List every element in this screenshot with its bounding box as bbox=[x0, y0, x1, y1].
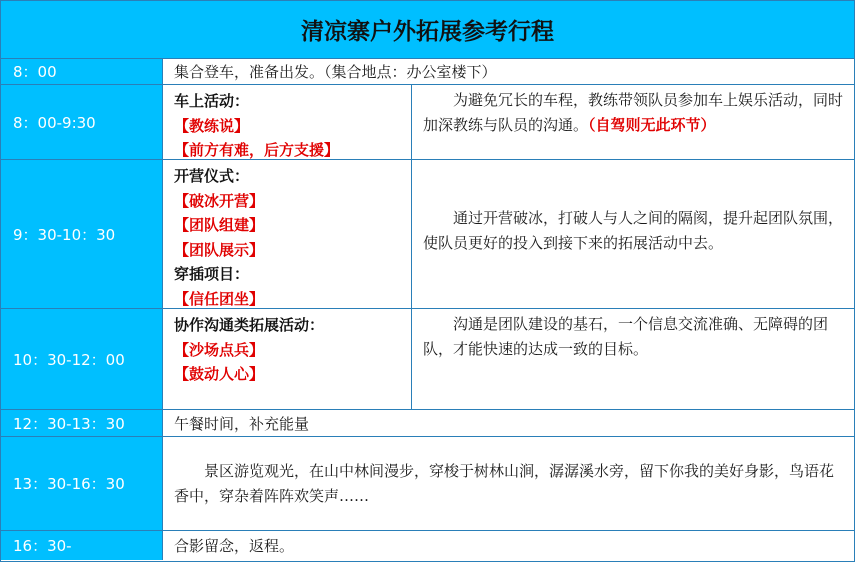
page-title: 清凉寨户外拓展参考行程 bbox=[1, 1, 854, 59]
description-text: 景区游览观光，在山中林间漫步，穿梭于树林山涧，潺潺溪水旁，留下你我的美好身影，鸟语花香中，穿杂着阵阵欢笑声…… bbox=[174, 461, 835, 505]
table-row-1230-1330 bbox=[1, 410, 854, 437]
activity-cell: 集合登车，准备出发。（集合地点：办公室楼下） bbox=[174, 63, 497, 81]
self-drive-note: （自驾则无此环节） bbox=[588, 116, 716, 134]
activity-heading: 开营仪式： bbox=[174, 167, 250, 185]
activity-cell bbox=[164, 309, 412, 409]
description-text: 为避免冗长的车程，教练带领队员参加车上娱乐活动，同时加深教练与队员的沟通。 bbox=[423, 91, 844, 134]
time-cell: 9：30-10：30 bbox=[1, 160, 163, 308]
activity-item: 【团队展示】 bbox=[174, 240, 265, 259]
table-row-0930-1030 bbox=[1, 160, 854, 309]
activity-heading: 穿插项目： bbox=[174, 265, 250, 283]
description-cell bbox=[413, 85, 854, 159]
activity-cell: 合影留念，返程。 bbox=[174, 537, 295, 555]
activity-item: 【团队组建】 bbox=[174, 216, 265, 234]
activity-item: 【教练说】 bbox=[174, 116, 250, 135]
table-row-0800 bbox=[1, 59, 854, 85]
activity-cell bbox=[164, 437, 854, 530]
activity-heading: 协作沟通类拓展活动： bbox=[174, 316, 325, 334]
activity-cell: 午餐时间，补充能量 bbox=[174, 414, 310, 433]
activity-heading: 车上活动： bbox=[174, 92, 250, 110]
time-cell: 12：30-13：30 bbox=[1, 410, 163, 436]
table-row-1330-1630 bbox=[1, 437, 854, 531]
time-cell: 8：00 bbox=[1, 59, 163, 84]
time-cell: 13：30-16：30 bbox=[1, 437, 163, 530]
table-row-1630 bbox=[1, 531, 854, 560]
time-cell: 16：30- bbox=[1, 531, 163, 560]
table-row-1030-1200 bbox=[1, 309, 854, 410]
time-cell: 8：00-9:30 bbox=[1, 85, 163, 159]
table-row-0800-0930 bbox=[1, 85, 854, 160]
activity-cell bbox=[164, 160, 412, 308]
time-cell: 10：30-12：00 bbox=[1, 309, 163, 409]
activity-item: 【前方有难，后方支援】 bbox=[174, 141, 340, 159]
activity-item: 【破冰开营】 bbox=[174, 191, 265, 210]
description-cell bbox=[413, 309, 854, 409]
description-text: 通过开营破冰，打破人与人之间的隔阂，提升起团队氛围，使队员更好的投入到接下来的拓展活动中去。 bbox=[423, 209, 844, 252]
activity-cell bbox=[164, 85, 412, 159]
activity-item: 【沙场点兵】 bbox=[174, 340, 265, 359]
activity-item: 【信任团坐】 bbox=[174, 289, 265, 308]
description-cell bbox=[413, 160, 854, 308]
activity-item: 【鼓动人心】 bbox=[174, 365, 265, 383]
description-text: 沟通是团队建设的基石，一个信息交流准确、无障碍的团队，才能快速的达成一致的目标。 bbox=[423, 315, 829, 358]
